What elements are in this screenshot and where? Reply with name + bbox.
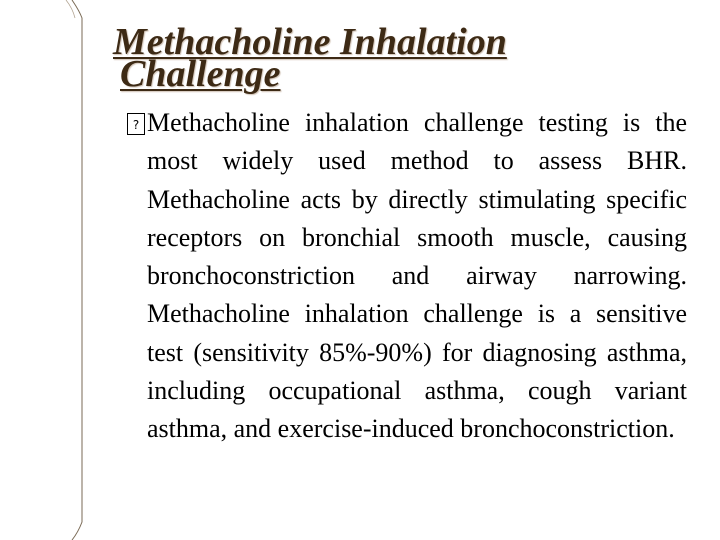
frame-curve-top xyxy=(72,0,82,540)
body-text: Methacholine inhalation challenge testing is the most widely used method to assess BHR. Methacholine acts by directly stimulating specific receptors on bronchial smooth muscle, causing bronchoconstriction and airway narrowing. Methacholine inhalation challenge is a sensitive test (sensitivity 85%-90%) for diagnosing asthma, including occupational asthma, cough variant asthma, and exercise-induced bronchoconstriction. xyxy=(147,108,687,444)
title-line-2: Challenge xyxy=(120,53,281,95)
body-paragraph xyxy=(132,104,687,449)
slide-title xyxy=(113,20,593,96)
bullet-icon: ? xyxy=(127,113,145,135)
title-line-1: Methacholine Inhalation xyxy=(113,21,507,63)
